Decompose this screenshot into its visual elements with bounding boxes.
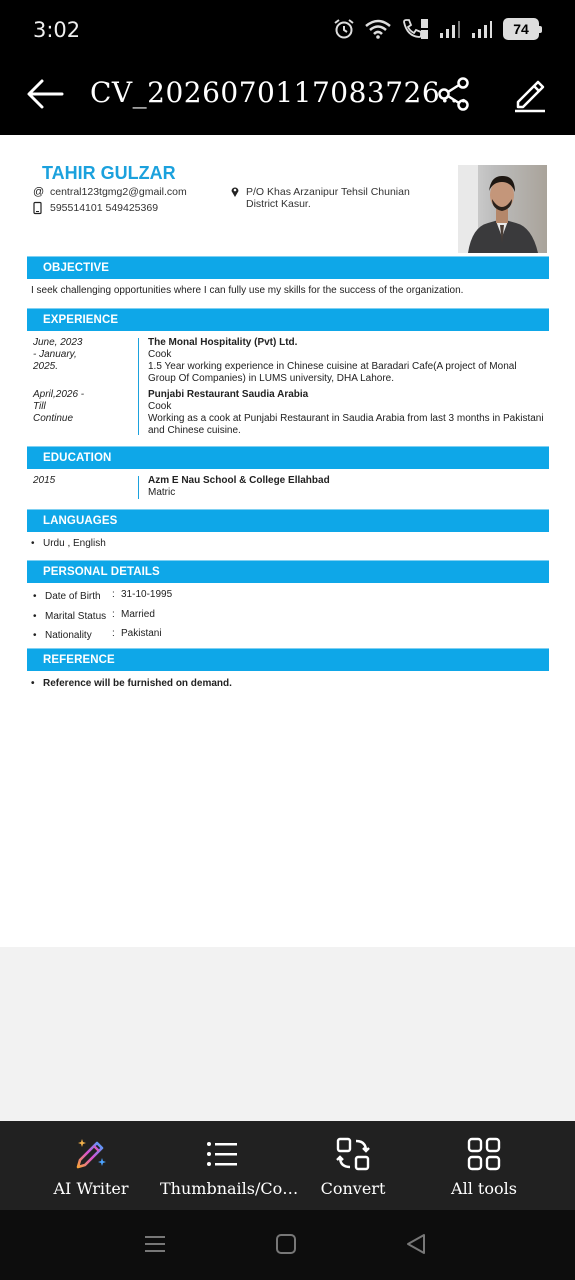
section-objective — [27, 256, 549, 279]
document-title: CV_2026070117083726… — [90, 76, 469, 109]
status-time: 3:02 — [33, 18, 81, 42]
document-page[interactable] — [0, 135, 575, 947]
exp1-date-line3: 2025. — [33, 361, 59, 372]
section-languages — [27, 509, 549, 532]
exp2-desc-line1: Working as a cook at Punjabi Restaurant in Saudia Arabia from last 3 months in Pakistani — [148, 413, 544, 424]
signal-2-icon — [471, 19, 493, 39]
exp2-date-line2: Till — [33, 401, 46, 412]
back-triangle-icon[interactable] — [404, 1232, 428, 1256]
personal-value-dob: 31-10-1995 — [121, 589, 173, 600]
address-text: P/O Khas Arzanipur Tehsil Chunian District Kasur. — [246, 186, 410, 210]
education-year: 2015 — [33, 475, 56, 486]
bottom-toolbar — [0, 1121, 575, 1210]
system-nav-bar — [0, 1210, 575, 1280]
exp2-role: Cook — [148, 401, 172, 412]
ai-writer-button[interactable] — [30, 1121, 152, 1210]
home-icon[interactable] — [274, 1232, 298, 1256]
list-icon — [204, 1136, 240, 1172]
address-row — [231, 186, 416, 210]
exp2-date-line1: April,2026 - — [33, 389, 85, 400]
thumbnails-label: Thumbnails/Co… — [160, 1179, 299, 1198]
exp1-company: The Monal Hospitality (Pvt) Ltd. — [148, 337, 298, 348]
status-icons — [333, 18, 539, 40]
document-background — [0, 947, 575, 1121]
section-heading: EDUCATION — [43, 452, 112, 464]
at-sign-icon: @ — [33, 186, 45, 198]
location-pin-icon — [231, 186, 239, 210]
experience-divider — [138, 338, 139, 435]
email-row — [33, 186, 187, 198]
volte-call-icon — [401, 18, 429, 40]
exp1-desc-line2: Group Of Companies) in LUMS university, DHA Lahore. — [148, 373, 395, 384]
personal-value-nationality: Pakistani — [121, 628, 162, 639]
all-tools-label: All tools — [451, 1179, 517, 1198]
convert-button[interactable] — [300, 1121, 406, 1210]
section-heading: PERSONAL DETAILS — [43, 566, 160, 578]
section-reference — [27, 648, 549, 671]
personal-value-marital: Married — [121, 609, 155, 620]
battery-indicator: 74 — [503, 18, 539, 40]
section-heading: LANGUAGES — [43, 515, 118, 527]
email-text: central123tgmg2@gmail.com — [50, 186, 187, 198]
share-icon[interactable] — [436, 76, 472, 112]
objective-text: I seek challenging opportunities where I can fully use my skills for the success of the organization. — [31, 285, 464, 296]
section-education — [27, 446, 549, 469]
edit-pencil-icon[interactable] — [512, 74, 548, 112]
exp2-desc-line2: and Chinese cuisine. — [148, 425, 241, 436]
cv-name: TAHIR GULZAR — [42, 163, 176, 183]
grid-icon — [466, 1136, 502, 1172]
education-degree: Matric — [148, 487, 176, 498]
exp1-date-line1: June, 2023 — [33, 337, 83, 348]
convert-label: Convert — [320, 1179, 386, 1198]
ai-pencil-sparkle-icon — [73, 1136, 109, 1172]
personal-sep: : — [112, 609, 115, 620]
status-bar — [0, 0, 575, 62]
exp1-role: Cook — [148, 349, 172, 360]
personal-label-marital: • Marital Status — [45, 611, 106, 622]
exp2-date-line3: Continue — [33, 413, 74, 424]
back-arrow-icon[interactable] — [24, 76, 66, 112]
recent-apps-icon[interactable] — [143, 1232, 167, 1256]
section-heading: REFERENCE — [43, 654, 115, 666]
phone-text: 595514101 549425369 — [50, 202, 159, 214]
all-tools-button[interactable] — [436, 1121, 532, 1210]
personal-sep: : — [112, 589, 115, 600]
exp1-desc-line1: 1.5 Year working experience in Chinese cuisine at Baradari Cafe(A project of Monal — [148, 361, 517, 372]
phone-row — [33, 202, 158, 217]
education-divider — [138, 476, 139, 499]
ai-writer-label: AI Writer — [53, 1179, 129, 1198]
section-personal-details — [27, 560, 549, 583]
alarm-icon — [333, 18, 355, 40]
thumbnails-button[interactable] — [160, 1121, 299, 1210]
exp1-date-line2: - January, — [33, 349, 77, 360]
phone-icon — [33, 202, 45, 217]
exp2-company: Punjabi Restaurant Saudia Arabia — [148, 389, 309, 400]
wifi-icon — [365, 19, 391, 39]
profile-photo — [458, 165, 547, 253]
languages-item: • Urdu , English — [43, 538, 106, 549]
reference-item: • Reference will be furnished on demand. — [43, 678, 232, 689]
personal-label-nationality: • Nationality — [45, 630, 92, 641]
convert-icon — [335, 1136, 371, 1172]
signal-1-icon — [439, 19, 461, 39]
section-experience — [27, 308, 549, 331]
education-school: Azm E Nau School & College Ellahbad — [148, 475, 330, 486]
section-heading: EXPERIENCE — [43, 314, 119, 326]
app-bar — [0, 62, 575, 135]
section-heading: OBJECTIVE — [43, 262, 110, 274]
personal-sep: : — [112, 628, 115, 639]
personal-label-dob: • Date of Birth — [45, 591, 101, 602]
